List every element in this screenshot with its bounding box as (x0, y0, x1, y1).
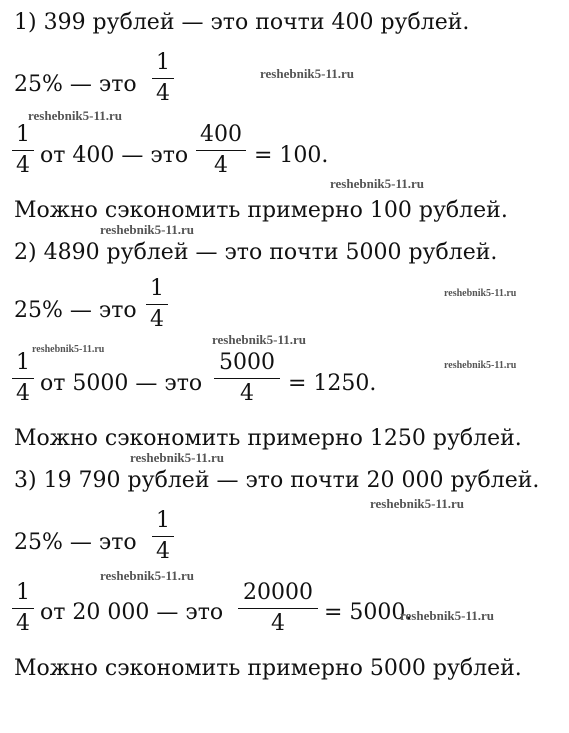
fraction-numerator: 1 (16, 350, 30, 375)
fraction-denominator: 4 (271, 611, 285, 636)
fraction-bar (214, 378, 280, 379)
fraction-numerator: 1 (156, 50, 170, 75)
fraction-denominator: 4 (150, 307, 164, 332)
problem-1-quarter-fraction (152, 50, 174, 107)
problem-1-calc-fraction (196, 122, 246, 179)
fraction-numerator: 1 (150, 276, 164, 301)
fraction-bar (146, 304, 168, 305)
fraction-denominator: 4 (240, 381, 254, 406)
fraction-numerator: 1 (16, 122, 30, 147)
fraction-denominator: 4 (16, 153, 30, 178)
problem-3-calc-fraction (238, 580, 318, 637)
fraction-denominator: 4 (214, 153, 228, 178)
watermark: reshebnik5-11.ru (32, 344, 105, 355)
problem-2-heading: 2) 4890 рублей — это почти 5000 рублей. (14, 240, 498, 265)
problem-3-quarter-text: 25% — это (14, 530, 137, 555)
fraction-bar (12, 150, 34, 151)
fraction-denominator: 4 (16, 611, 30, 636)
fraction-numerator: 400 (200, 122, 242, 147)
watermark: reshebnik5-11.ru (444, 360, 517, 371)
watermark: reshebnik5-11.ru (260, 66, 355, 81)
problem-2-calc-result: = 1250. (288, 371, 377, 396)
watermark: reshebnik5-11.ru (28, 108, 123, 123)
fraction-denominator: 4 (16, 381, 30, 406)
fraction-bar (152, 78, 174, 79)
fraction-numerator: 5000 (219, 350, 275, 375)
fraction-numerator: 1 (156, 508, 170, 533)
problem-2-calc-quarter-fraction (12, 350, 34, 407)
problem-2-calc-fraction (214, 350, 280, 407)
problem-1-quarter-text: 25% — это (14, 72, 137, 97)
problem-1-heading: 1) 399 рублей — это почти 400 рублей. (14, 10, 470, 35)
watermark: reshebnik5-11.ru (100, 222, 195, 237)
fraction-bar (238, 608, 318, 609)
watermark: reshebnik5-11.ru (130, 450, 225, 465)
fraction-numerator: 1 (16, 580, 30, 605)
watermark: reshebnik5-11.ru (444, 288, 517, 299)
problem-3-calc-quarter-fraction (12, 580, 34, 637)
watermark: reshebnik5-11.ru (370, 496, 465, 511)
problem-3-heading: 3) 19 790 рублей — это почти 20 000 рублей. (14, 468, 540, 493)
watermark: reshebnik5-11.ru (330, 176, 425, 191)
problem-3-calc-result: = 5000. (324, 600, 413, 625)
problem-3-conclusion: Можно сэкономить примерно 5000 рублей. (14, 656, 522, 681)
problem-1-calc-quarter-fraction (12, 122, 34, 179)
fraction-bar (152, 536, 174, 537)
watermark: reshebnik5-11.ru (400, 608, 495, 623)
problem-1-conclusion: Можно сэкономить примерно 100 рублей. (14, 198, 508, 223)
fraction-bar (12, 378, 34, 379)
fraction-denominator: 4 (156, 81, 170, 106)
problem-2-conclusion: Можно сэкономить примерно 1250 рублей. (14, 426, 522, 451)
watermark: reshebnik5-11.ru (212, 332, 307, 347)
problem-1-calc-text: от 400 — это (40, 143, 189, 168)
fraction-bar (196, 150, 246, 151)
fraction-numerator: 20000 (243, 580, 313, 605)
problem-2-quarter-fraction (146, 276, 168, 333)
watermark: reshebnik5-11.ru (100, 568, 195, 583)
problem-2-quarter-text: 25% — это (14, 298, 137, 323)
fraction-denominator: 4 (156, 539, 170, 564)
problem-2-calc-text: от 5000 — это (40, 371, 203, 396)
problem-3-quarter-fraction (152, 508, 174, 565)
problem-3-calc-text: от 20 000 — это (40, 600, 224, 625)
problem-1-calc-result: = 100. (254, 143, 329, 168)
fraction-bar (12, 608, 34, 609)
